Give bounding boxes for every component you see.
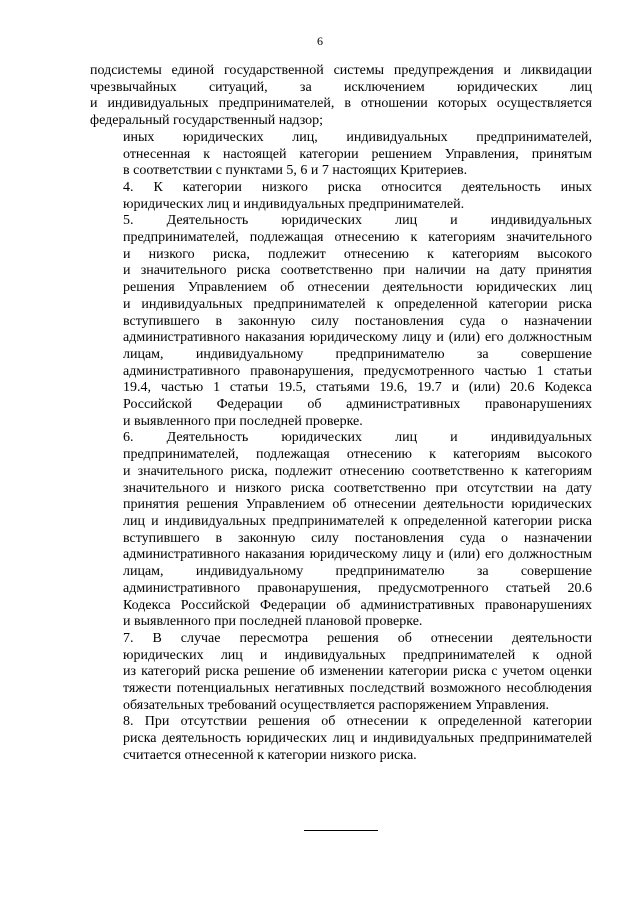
text-line: решения Управлением об отнесении деятельности юридических лиц xyxy=(123,280,592,296)
text-line: и выявленного при последней проверке. xyxy=(123,413,363,429)
text-line: 19.4, частью 1 статьи 19.5, статьями 19.6, 19.7 и (или) 20.6 Кодекса xyxy=(123,380,592,396)
text-line: предпринимателей, подлежащая отнесению к категориям значительного xyxy=(123,230,592,246)
paragraph xyxy=(90,213,592,430)
text-line: административного наказания юридическому лицу и (или) его должностным xyxy=(123,330,592,346)
text-line: административного правонарушения, предусмотренного частью 1 статьи xyxy=(123,363,592,379)
text-line: из категорий риска решение об изменении категории риска с учетом оценки xyxy=(123,664,592,680)
text-line: иных юридических лиц, индивидуальных предпринимателей, xyxy=(123,129,592,145)
text-line: федеральный государственный надзор; xyxy=(90,113,324,129)
text-line: лицам, индивидуальному предпринимателю за совершение xyxy=(123,564,592,580)
text-line: подсистемы единой государственной системы предупреждения и ликвидации xyxy=(90,63,592,78)
text-line: обязательных требований осуществляется распоряжением Управления. xyxy=(123,697,550,713)
text-line: юридических лиц и индивидуальных предпринимателей. xyxy=(123,196,465,212)
text-line: риска деятельность юридических лиц и индивидуальных предпринимателей xyxy=(123,731,592,747)
text-line: в соответствии с пунктами 5, 6 и 7 настоящих Критериев. xyxy=(123,163,468,179)
text-line: и низкого риска, подлежит отнесению к категориям высокого xyxy=(123,246,592,262)
text-line: и значительного риска, подлежит отнесению соответственно к категориям xyxy=(123,463,592,479)
text-line: значительного и низкого риска соответственно при отсутствии на дату xyxy=(123,480,592,496)
text-line: лицам, индивидуальному предпринимателю за совершение xyxy=(123,346,592,362)
text-line: и индивидуальных предпринимателей к определенной категории риска xyxy=(123,296,592,312)
text-line: лиц и индивидуальных предпринимателей к определенной категории риска xyxy=(123,513,592,529)
text-line: отнесенная к настоящей категории решением Управления, принятым xyxy=(123,146,592,162)
text-line: и значительного риска соответственно при наличии на дату принятия xyxy=(123,263,592,279)
paragraph xyxy=(90,63,592,130)
text-line: 8. При отсутствии решения об отнесении к определенной категории xyxy=(123,714,592,730)
page-number: 6 xyxy=(317,34,323,48)
text-line: юридических лиц и индивидуальных предпринимателей к одной xyxy=(123,647,592,663)
paragraph xyxy=(90,631,592,715)
text-line: административного правонарушения, предусмотренного статьей 20.6 xyxy=(123,580,592,596)
paragraph xyxy=(90,180,592,213)
text-line: 7. В случае пересмотра решения об отнесении деятельности xyxy=(123,630,592,646)
text-line: 4. К категории низкого риска относится деятельность иных xyxy=(123,179,592,195)
text-line: вступившего в законную силу постановления суда о назначении xyxy=(123,313,592,329)
text-line: считается отнесенной к категории низкого риска. xyxy=(123,747,417,763)
text-line: Российской Федерации об административных правонарушениях xyxy=(123,397,592,413)
text-line: тяжести потенциальных негативных последствий возможного несоблюдения xyxy=(123,681,592,697)
text-line: 6. Деятельность юридических лиц и индивидуальных xyxy=(123,430,592,446)
text-line: и индивидуальных предпринимателей, в отношении которых осуществляется xyxy=(90,96,592,112)
paragraph xyxy=(90,430,592,630)
paragraph xyxy=(90,714,592,764)
paragraph xyxy=(90,130,592,180)
text-line: Кодекса Российской Федерации об административных правонарушениях xyxy=(123,597,592,613)
text-line: 5. Деятельность юридических лиц и индивидуальных xyxy=(123,213,592,229)
text-line: вступившего в законную силу постановления суда о назначении xyxy=(123,530,592,546)
text-line: принятия решения Управлением об отнесении деятельности юридических xyxy=(123,497,592,513)
document-body xyxy=(90,63,592,765)
text-line: чрезвычайных ситуаций, за исключением юридических лиц xyxy=(90,79,592,95)
text-line: предпринимателей, подлежащая отнесению к категориям высокого xyxy=(123,447,592,463)
end-rule xyxy=(304,830,378,831)
text-line: и выявленного при последней плановой проверке. xyxy=(123,614,423,630)
text-line: административного наказания юридическому лицу и (или) его должностным xyxy=(123,547,592,563)
